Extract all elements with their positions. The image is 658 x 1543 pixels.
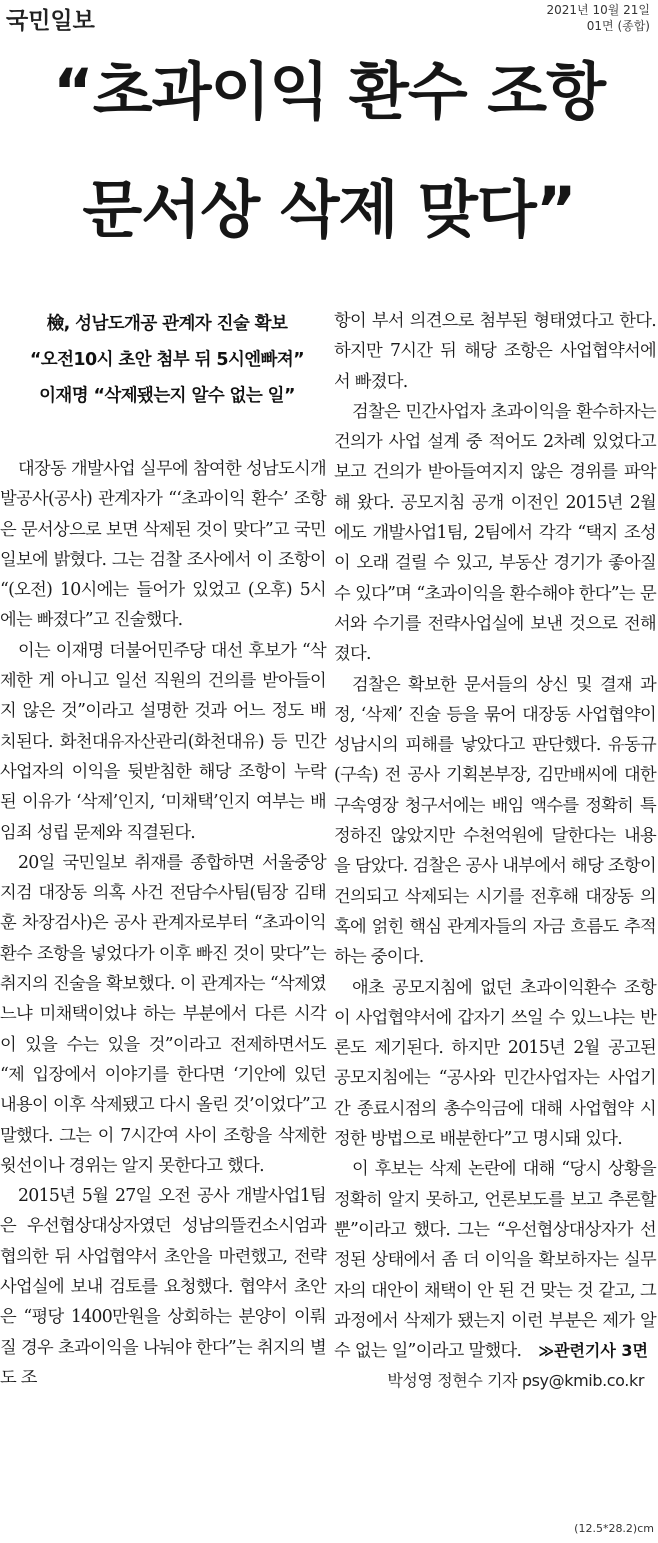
headline-line-1: “초과이익 환수 조항 [52,55,606,128]
publication-date: 2021년 10월 21일 [546,3,650,17]
article-size-note: (12.5*28.2)cm [574,1522,654,1535]
dateline [547,2,650,34]
body-paragraph: 애초 공모지침에 없던 초과이익환수 조항이 사업협약서에 갑자기 쓰일 수 있느냐는 반론도 제기된다. 하지만 2015년 2월 공고된 공모지침에는 “공사와 민간사업자는 사업기간 종료시점의 총수익금에 대해 사업협약 시 정한 방법으로 배분한다”고 명시돼 있다. [334,977,656,1150]
subheads [0,306,326,454]
byline: 박성영 정현수 기자 psy@kmib.co.kr [387,1371,644,1391]
page-number: 01면 (종합) [586,19,650,33]
double-chevron-icon: ≫ [538,1342,555,1361]
body-paragraph: 항이 부서 의견으로 첨부된 형태였다고 한다. 하지만 7시간 뒤 해당 조항은 사업협약서에서 빠졌다. [334,311,656,392]
body-paragraph: 2015년 5월 27일 오전 공사 개발사업1팀은 우선협상대상자였던 성남의뜰컨소시엄과 협의한 뒤 사업협약서 초안을 마련했고, 전략사업실에 보내 검토를 요청했다. 협약서 초안은 “평당 1400만원을 상회하는 분양이 이뤄질 경우 초과이익을 나눠야 한다”는 취지의 별도 조 [0,1186,326,1388]
body-paragraph: 검찰은 확보한 문서들의 상신 및 결재 과정, ‘삭제’ 진술 등을 묶어 대장동 사업협약이 성남시의 피해를 낳았다고 판단했다. 유동규(구속) 전 공사 기획본부장, 김만배씨에 대한 구속영장 청구서에는 배임 액수를 정확히 특정하진 않았지만 수천억원에 달한다는 내용을 담았다. 검찰은 공사 내부에서 해당 조항이 건의되고 삭제되는 시기를 전후해 대장동 의혹에 얽힌 핵심 관계자들의 자금 흐름도 추적하는 중이다. [334,674,656,968]
body-paragraph: 이는 이재명 더불어민주당 대선 후보가 “삭제한 게 아니고 일선 직원의 건의를 받아들이지 않은 것”이라고 설명한 것과 어느 정도 배치된다. 화천대유자산관리(화천대유) 등 민간 사업자의 이익을 뒷받침한 해당 조항이 누락된 이유가 ‘삭제’인지, ‘미채택’인지 여부는 배임죄 성립 문제와 직결된다. [0,640,326,843]
subhead-2: “오전10시 초안 첨부 뒤 5시엔빠져” [29,350,305,370]
body-paragraph: 이 후보는 삭제 논란에 대해 “당시 상황을 정확히 알지 못하고, 언론보도를 보고 추론할 뿐”이라고 했다. 그는 “우선협상대상자가 선정된 상태에서 좀 더 이익을 확보하자는 실무자의 대안이 채택이 안 된 건 맞는 것 같고, 그 과정에서 삭제가 됐는지 이런 부분은 제가 알 수 없는 일”이라고 말했다. [334,1159,656,1362]
related-article-label: 관련기사 3면 [554,1341,648,1361]
body-paragraph: 검찰은 민간사업자 초과이익을 환수하자는 건의가 사업 설계 중 적어도 2차례 있었다고 보고 건의가 받아들여지지 않은 경위를 파악해 왔다. 공모지침 공개 이전인 2015년 2월에도 개발사업1팀, 2팀에서 각각 “택지 조성이 오래 걸릴 수 있고, 부동산 경기가 좋아질 수 있다”며 “초과이익을 환수해야 한다”는 문서와 수기를 전략사업실에 보낸 것으로 전해졌다. [334,401,656,665]
subhead-1: 檢, 성남도개공 관계자 진술 확보 [46,314,288,334]
body-paragraph: 대장동 개발사업 실무에 참여한 성남도시개발공사(공사) 관계자가 “‘초과이익 환수’ 조항은 문서상으로 보면 삭제된 것이 맞다”고 국민일보에 밝혔다. 그는 검찰 조사에서 이 조항이 “(오전) 10시에는 들어가 있었고 (오후) 5시에는 빠졌다”고 진술했다. [0,459,326,631]
right-column [334,306,656,1396]
left-column [0,306,326,1393]
masthead: 국민일보 [6,8,95,34]
body-paragraph: 20일 국민일보 취재를 종합하면 서울중앙지검 대장동 의혹 사건 전담수사팀(팀장 김태훈 차장검사)은 공사 관계자로부터 “초과이익환수 조항을 넣었다가 이후 빠진 것이 맞다”는 취지의 진술을 확보했다. 이 관계자는 “삭제였느냐 미채택이었냐 하는 부분에서 다른 시각이 있을 수는 있을 것”이라고 전제하면서도 “제 입장에서 이야기를 한다면 ‘기안에 있던 내용이 이후 삭제됐고 다시 올린 것’이었다”고 말했다. 그는 이 7시간여 사이 조항을 삭제한 윗선이나 경위는 알지 못한다고 했다. [0,852,326,1176]
headline-line-2: 문서상 삭제 맞다” [82,173,576,246]
subhead-3: 이재명 “삭제됐는지 알수 없는 일” [39,386,295,406]
